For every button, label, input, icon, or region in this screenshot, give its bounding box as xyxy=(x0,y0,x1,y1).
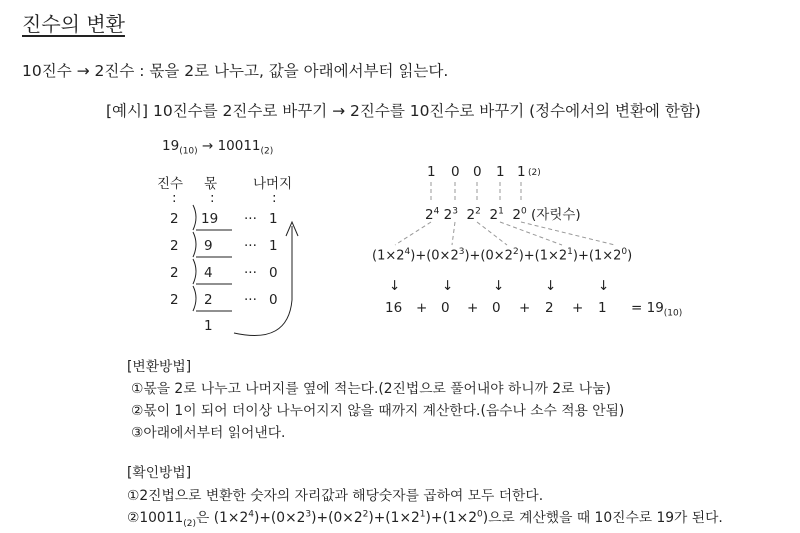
conversion-from: 19 xyxy=(162,138,180,154)
remainder: 0 xyxy=(269,265,278,281)
colon-remainder: : xyxy=(272,190,277,206)
remainder: 1 xyxy=(269,238,278,254)
header-quotient: 몫 xyxy=(204,176,218,192)
binary-digit: 1 xyxy=(427,164,436,180)
expansion-link xyxy=(477,222,507,245)
down-arrow-icon: ↓ xyxy=(389,278,401,294)
place-value: $2^3$ xyxy=(443,206,458,223)
division-bracket xyxy=(193,259,196,284)
quotient: 4 xyxy=(204,265,213,281)
down-arrow-icon: ↓ xyxy=(493,278,505,294)
plus-sign: + xyxy=(416,300,428,316)
quotient: 9 xyxy=(204,238,213,254)
expansion-link xyxy=(452,222,455,245)
remainder: 0 xyxy=(269,292,278,308)
place-value: $2^1$ xyxy=(485,206,504,223)
final-quotient: 1 xyxy=(204,318,213,334)
divisor: 2 xyxy=(170,211,179,227)
place-result: 2 xyxy=(545,300,554,316)
quotient: 19 xyxy=(201,211,219,227)
binary-digit: 0 xyxy=(451,164,460,180)
conversion-to-base: (2) xyxy=(260,146,274,157)
place-result: 0 xyxy=(441,300,450,316)
dots: ··· xyxy=(244,292,257,308)
remainder: 1 xyxy=(269,211,278,227)
place-label: (자릿수) xyxy=(531,207,581,223)
page-title: 진수의 변환 xyxy=(22,12,125,36)
down-arrow-icon: ↓ xyxy=(598,278,610,294)
colon-quotient: : xyxy=(210,190,215,206)
plus-sign: + xyxy=(572,300,584,316)
place-result: 16 xyxy=(385,300,403,316)
colon-base: : xyxy=(172,190,177,206)
header-remainder: 나머지 xyxy=(253,176,293,192)
expansion-link xyxy=(395,222,431,245)
method-step: ③아래에서부터 읽어낸다. xyxy=(131,425,286,441)
dots: ··· xyxy=(244,211,257,227)
binary-base: (2) xyxy=(528,168,541,178)
conversion-to: 10011 xyxy=(217,138,261,154)
division-bracket xyxy=(193,286,196,311)
check-step: ①2진법으로 변환한 숫자의 자리값과 해당숫자를 곱하여 모두 더한다. xyxy=(127,488,544,504)
header-base: 진수 xyxy=(157,176,184,192)
plus-sign: + xyxy=(467,300,479,316)
down-arrow-icon: ↓ xyxy=(545,278,557,294)
down-arrow-icon: ↓ xyxy=(442,278,454,294)
conversion-arrow: → xyxy=(201,138,214,154)
place-result: 1 xyxy=(598,300,607,316)
method-step: ①몫을 2로 나누고 나머지를 옆에 적는다.(2진법으로 풀어내야 하니까 2로 나눔) xyxy=(131,381,611,397)
place-value: $2^0$ xyxy=(508,206,527,223)
expansion-link xyxy=(500,222,562,245)
read-order-curve xyxy=(234,226,292,336)
check-step: $②10011_{(2)}$은 $(1\times 2^4)+(0\times 2^3)+(0\times 2^2)+(1\times 2^1)+(1\times 2^0)$으로 계산했을 때 10진수로 19가 된다. xyxy=(127,509,723,529)
dots: ··· xyxy=(244,238,257,254)
dots: ··· xyxy=(244,265,257,281)
place-value: $2^4$ xyxy=(425,206,440,223)
divisor: 2 xyxy=(170,292,179,308)
quotient: 2 xyxy=(204,292,213,308)
plus-sign: + xyxy=(519,300,531,316)
expansion-link xyxy=(521,222,615,245)
division-bracket xyxy=(193,205,196,230)
binary-digit: 0 xyxy=(473,164,482,180)
conversion-from-base: (10) xyxy=(179,146,198,157)
example-heading: [예시] 10진수를 2진수로 바꾸기 → 2진수를 10진수로 바꾸기 (정수에서의 변환에 한함) xyxy=(106,102,701,120)
place-value: $2^2$ xyxy=(462,206,481,223)
rule-text: 10진수 → 2진수 : 몫을 2로 나누고, 값을 아래에서부터 읽는다. xyxy=(22,62,449,80)
divisor: 2 xyxy=(170,265,179,281)
expansion-terms: $(1\times 2^4)+(0\times 2^3)+(0\times 2^2)+(1\times 2^1)+(1\times 2^0)$ xyxy=(372,247,633,264)
divisor: 2 xyxy=(170,238,179,254)
method-heading: [변환방법] xyxy=(127,359,192,375)
place-result: 0 xyxy=(492,300,501,316)
method-step: ②몫이 1이 되어 더이상 나누어지지 않을 때까지 계산한다.(음수나 소수 적용 안됨) xyxy=(131,403,625,419)
division-bracket xyxy=(193,232,196,257)
check-heading: [확인방법] xyxy=(127,465,192,481)
binary-digit: 1 xyxy=(517,164,526,180)
decimal-result: = $19_{(10)}$ xyxy=(631,300,683,319)
binary-digit: 1 xyxy=(496,164,505,180)
